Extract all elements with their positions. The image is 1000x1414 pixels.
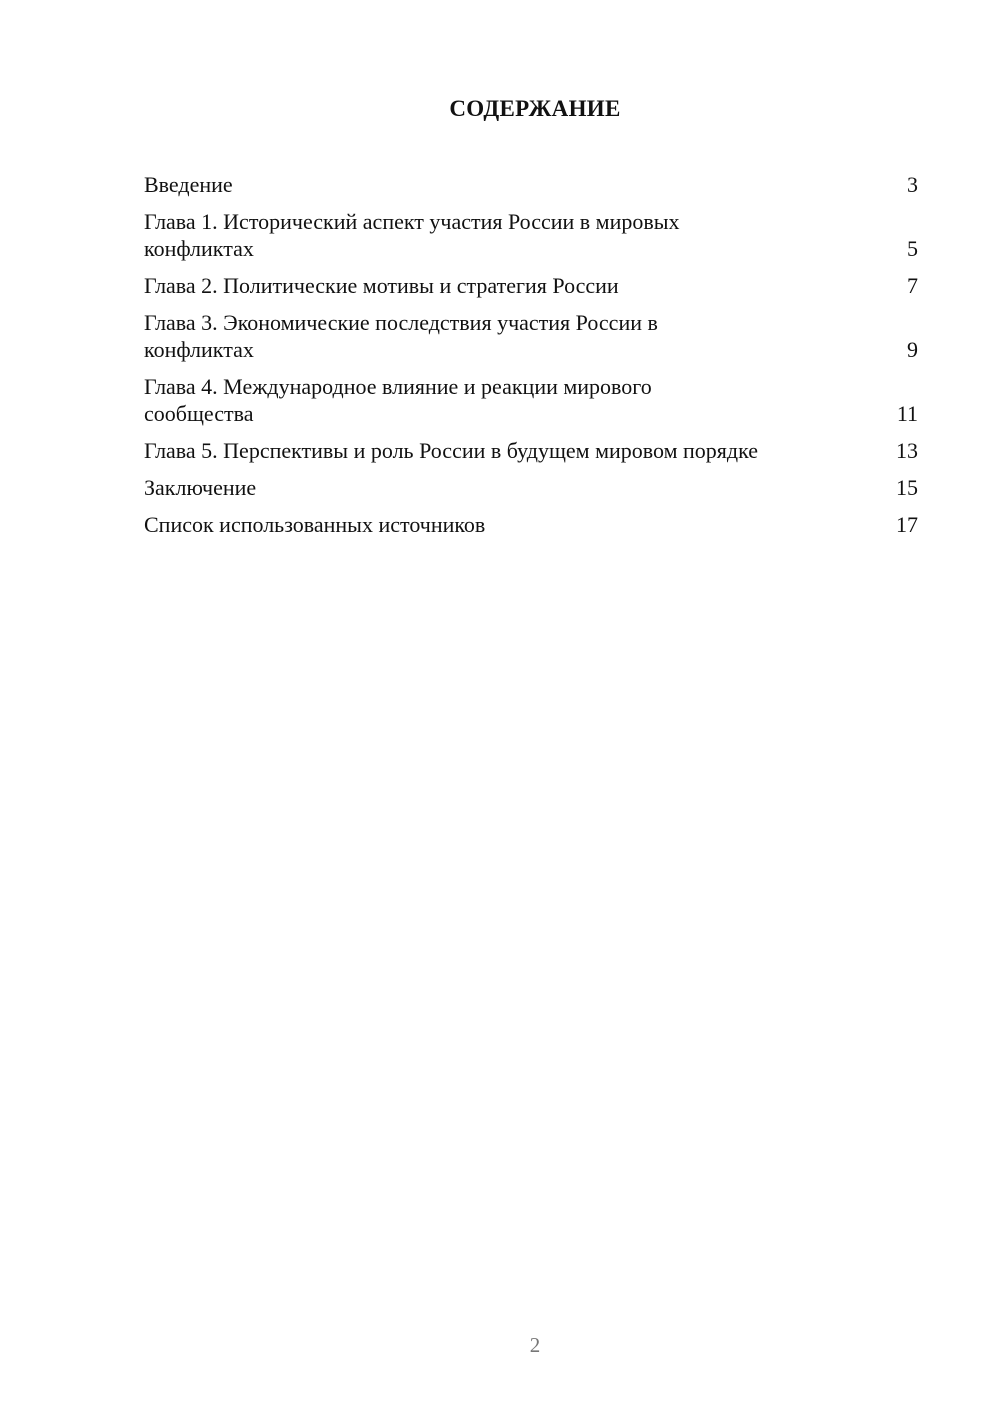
toc-entry-title: Введение xyxy=(144,172,233,197)
toc-entry-page: 11 xyxy=(896,401,918,426)
toc-entry-page: 3 xyxy=(907,172,918,197)
toc-entry-page: 15 xyxy=(896,475,918,500)
toc-entry-chapter-4 xyxy=(144,373,918,427)
toc-entry-title: Глава 2. Политические мотивы и стратегия России xyxy=(144,273,619,298)
toc-entry-page: 5 xyxy=(907,236,918,261)
toc-entry-chapter-3 xyxy=(144,309,918,363)
toc-entry-page: 17 xyxy=(896,512,918,537)
table-of-contents xyxy=(144,171,918,548)
page-number: 2 xyxy=(529,1333,541,1357)
toc-entry-page: 7 xyxy=(907,273,918,298)
toc-entry-title: Глава 3. Экономические последствия участия России в конфликтах xyxy=(144,310,658,362)
toc-heading: СОДЕРЖАНИЕ xyxy=(449,96,621,121)
toc-entry-title: Глава 4. Международное влияние и реакции мирового сообщества xyxy=(144,374,652,426)
toc-entry-chapter-2 xyxy=(144,272,918,299)
toc-entry-page: 13 xyxy=(896,438,918,463)
toc-entry-title: Список использованных источников xyxy=(144,512,486,537)
toc-entry-chapter-5 xyxy=(144,437,918,464)
toc-entry-title: Глава 1. Исторический аспект участия России в мировых конфликтах xyxy=(144,209,680,261)
toc-entry-title: Заключение xyxy=(144,475,257,500)
toc-entry-page: 9 xyxy=(907,337,918,362)
toc-entry-title: Глава 5. Перспективы и роль России в будущем мировом порядке xyxy=(144,438,758,463)
toc-entry-references xyxy=(144,511,918,538)
toc-entry-conclusion xyxy=(144,474,918,501)
toc-entry-introduction xyxy=(144,171,918,198)
toc-entry-chapter-1 xyxy=(144,208,918,262)
